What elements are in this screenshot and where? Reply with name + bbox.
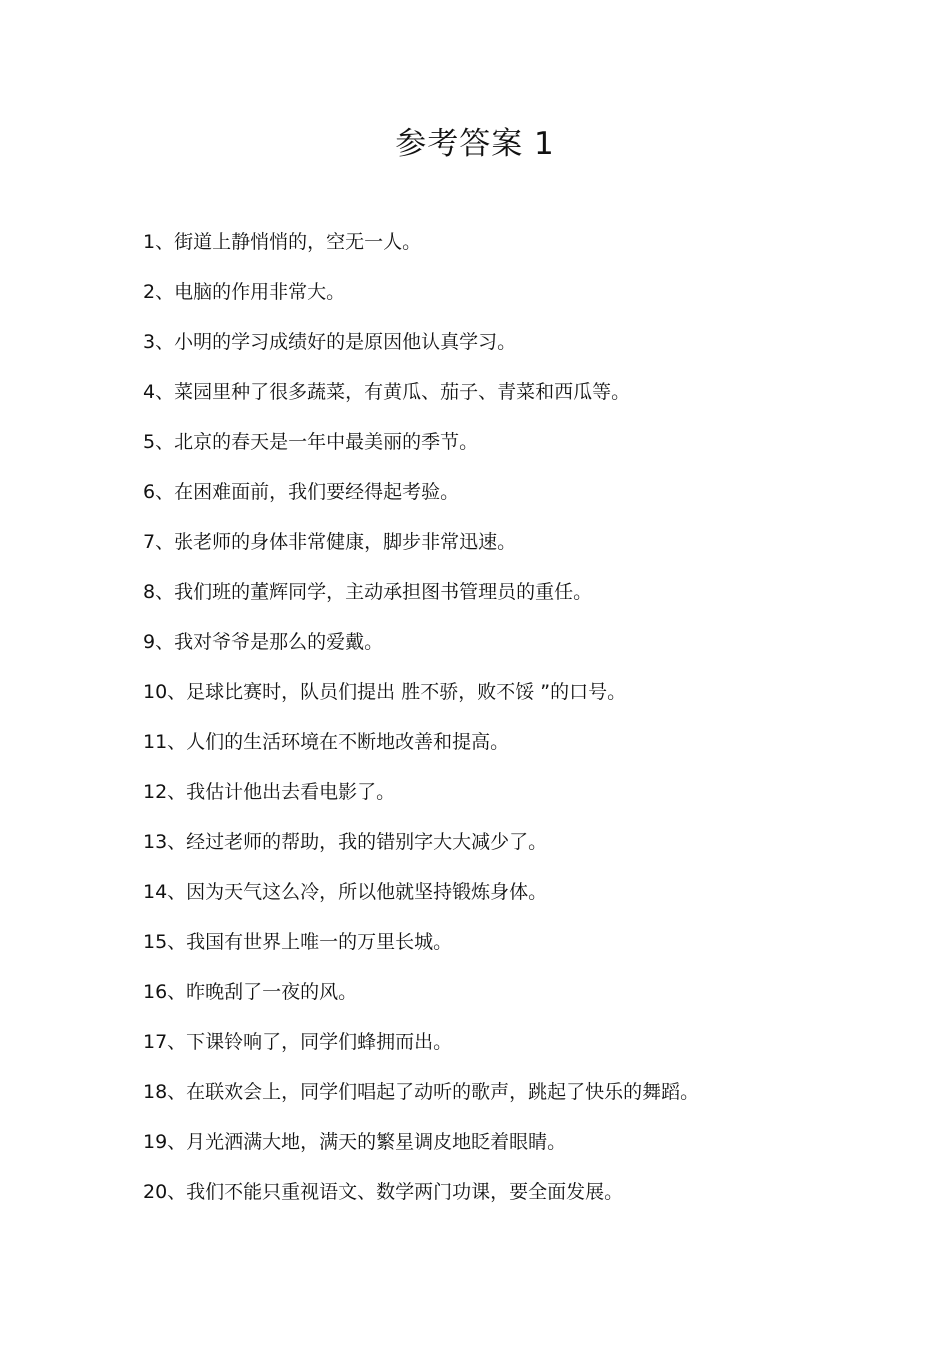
answer-item-12: 12、我估计他出去看电影了。 [143,781,396,803]
answer-item-2: 2、电脑的作用非常大。 [143,281,346,303]
answer-item-13: 13、经过老师的帮助，我的错别字大大减少了。 [143,831,548,853]
answer-item-8: 8、我们班的董辉同学，主动承担图书管理员的重任。 [143,581,593,603]
answer-item-9: 9、我对爷爷是那么的爱戴。 [143,631,384,653]
answer-item-5: 5、北京的春天是一年中最美丽的季节。 [143,431,479,453]
answer-item-17: 17、下课铃响了，同学们蜂拥而出。 [143,1031,453,1053]
answer-item-3: 3、小明的学习成绩好的是原因他认真学习。 [143,331,517,353]
answer-item-10: 10、足球比赛时，队员们提出 胜不骄，败不馁 ”的口号。 [143,681,627,703]
answer-item-7: 7、张老师的身体非常健康，脚步非常迅速。 [143,531,517,553]
answer-item-19: 19、月光洒满大地，满天的繁星调皮地眨着眼睛。 [143,1131,567,1153]
answer-item-18: 18、在联欢会上，同学们唱起了动听的歌声，跳起了快乐的舞蹈。 [143,1081,700,1103]
answer-item-15: 15、我国有世界上唯一的万里长城。 [143,931,453,953]
answer-item-16: 16、昨晚刮了一夜的风。 [143,981,358,1003]
answer-item-14: 14、因为天气这么冷，所以他就坚持锻炼身体。 [143,881,548,903]
answer-list [143,226,863,1226]
answer-item-11: 11、人们的生活环境在不断地改善和提高。 [143,731,510,753]
answer-item-20: 20、我们不能只重视语文、数学两门功课，要全面发展。 [143,1181,624,1203]
answer-item-1: 1、街道上静悄悄的，空无一人。 [143,231,422,253]
answer-item-4: 4、菜园里种了很多蔬菜，有黄瓜、茄子、青菜和西瓜等。 [143,381,631,403]
answer-item-6: 6、在困难面前，我们要经得起考验。 [143,481,460,503]
page-title: 参考答案 1 [395,126,555,162]
